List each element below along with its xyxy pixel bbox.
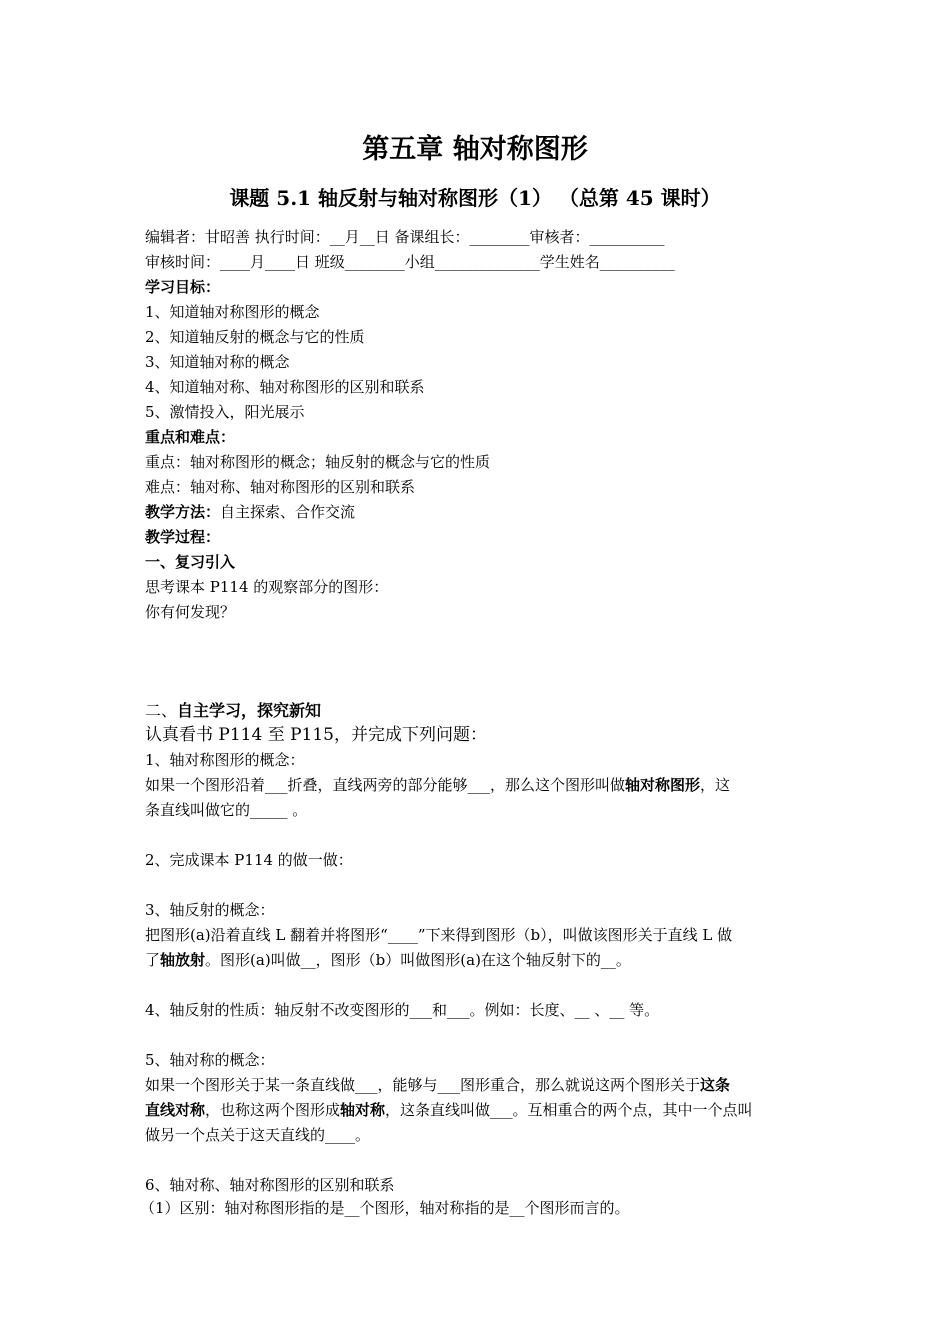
method-line (145, 500, 815, 525)
q5-title: 5、轴对称的概念： (145, 1051, 275, 1069)
process-heading: 教学过程： (145, 528, 221, 546)
q3-text-end: 。图形(a)叫做__，图形（b）叫做图形(a)在这个轴反射下的__。 (205, 951, 631, 969)
key-point-text: 重点：轴对称图形的概念；轴反射的概念与它的性质 (145, 453, 491, 471)
method-text: 自主探索、合作交流 (220, 503, 356, 521)
q5-line-2 (145, 1098, 815, 1123)
objective-item: 3、知道轴对称的概念 (145, 353, 290, 371)
section2-title: 自主学习，探究新知 (177, 701, 322, 720)
key-points-heading: 重点和难点： (145, 428, 236, 446)
objective-item: 1、知道轴对称图形的概念 (145, 303, 320, 321)
q1-text: 如果一个图形沿着___折叠，直线两旁的部分能够___，那么这个图形叫做 (145, 776, 626, 794)
objectives-heading: 学习目标： (145, 278, 221, 296)
section1-line: 思考课本 P114 的观察部分的图形： (145, 578, 389, 596)
meta-line-2: 审核时间：____月____日 班级________小组______________学生姓名__________ (145, 253, 675, 271)
section1-title: 一、复习引入 (145, 553, 236, 571)
q2-line: 2、完成课本 P114 的做一做： (145, 851, 353, 869)
q1-line-1 (145, 773, 815, 798)
section2-intro: 认真看书 P114 至 P115，并完成下列问题： (145, 725, 487, 745)
q5-term-end: 直线对称 (145, 1101, 206, 1119)
q1-text-end: ，这 (700, 776, 731, 794)
q3-line-1: 把图形(a)沿着直线 L 翻着并将图形“____”下来得到图形（b），叫做该图形关于直线 L 做 (145, 926, 733, 944)
q4-line: 4、轴反射的性质：轴反射不改变图形的___和___。例如：长度、__ 、__ 等。 (145, 1001, 660, 1019)
q5-line-3: 做另一个点关于这天直线的____。 (145, 1126, 371, 1144)
meta-line-1: 编辑者：甘昭善 执行时间：__月__日 备课组长：________审核者：__________ (145, 228, 665, 246)
q5-term-axis: 轴对称 (340, 1101, 386, 1119)
difficult-point-text: 难点：轴对称、轴对称图形的区别和联系 (145, 478, 416, 496)
objective-item: 2、知道轴反射的概念与它的性质 (145, 328, 365, 346)
q1-title: 1、轴对称图形的概念： (145, 751, 305, 769)
section2-prefix: 二、 (145, 701, 178, 720)
q5-text-mid: ，也称这两个图形成 (205, 1101, 341, 1119)
q6-title: 6、轴对称、轴对称图形的区别和联系 (145, 1176, 395, 1194)
q5-term-start: 这条 (700, 1076, 731, 1094)
objective-item: 4、知道轴对称、轴对称图形的区别和联系 (145, 378, 425, 396)
q3-text: 了 (145, 951, 161, 969)
section1-line: 你有何发现？ (145, 603, 236, 621)
q5-text: 如果一个图形关于某一条直线做___，能够与___图形重合，那么就说这两个图形关于 (145, 1076, 701, 1094)
q3-term: 轴放射 (160, 951, 206, 969)
chapter-title: 第五章 轴对称图形 (362, 134, 588, 165)
section2-title-line (145, 698, 815, 723)
lesson-title: 课题 5.1 轴反射与轴对称图形（1） （总第 45 课时） (229, 186, 721, 210)
q1-line-2: 条直线叫做它的_____ 。 (145, 801, 308, 819)
q1-term: 轴对称图形 (625, 776, 701, 794)
method-label: 教学方法： (145, 503, 221, 521)
q5-line-1 (145, 1073, 815, 1098)
q6-line-1: （1）区别：轴对称图形指的是__个图形，轴对称指的是__个图形而言的。 (140, 1199, 630, 1217)
q3-title: 3、轴反射的概念： (145, 901, 275, 919)
q5-text-end: ，这条直线叫做___。互相重合的两个点，其中一个点叫 (385, 1101, 753, 1119)
q3-line-2 (145, 948, 815, 973)
objective-item: 5、激情投入，阳光展示 (145, 403, 305, 421)
